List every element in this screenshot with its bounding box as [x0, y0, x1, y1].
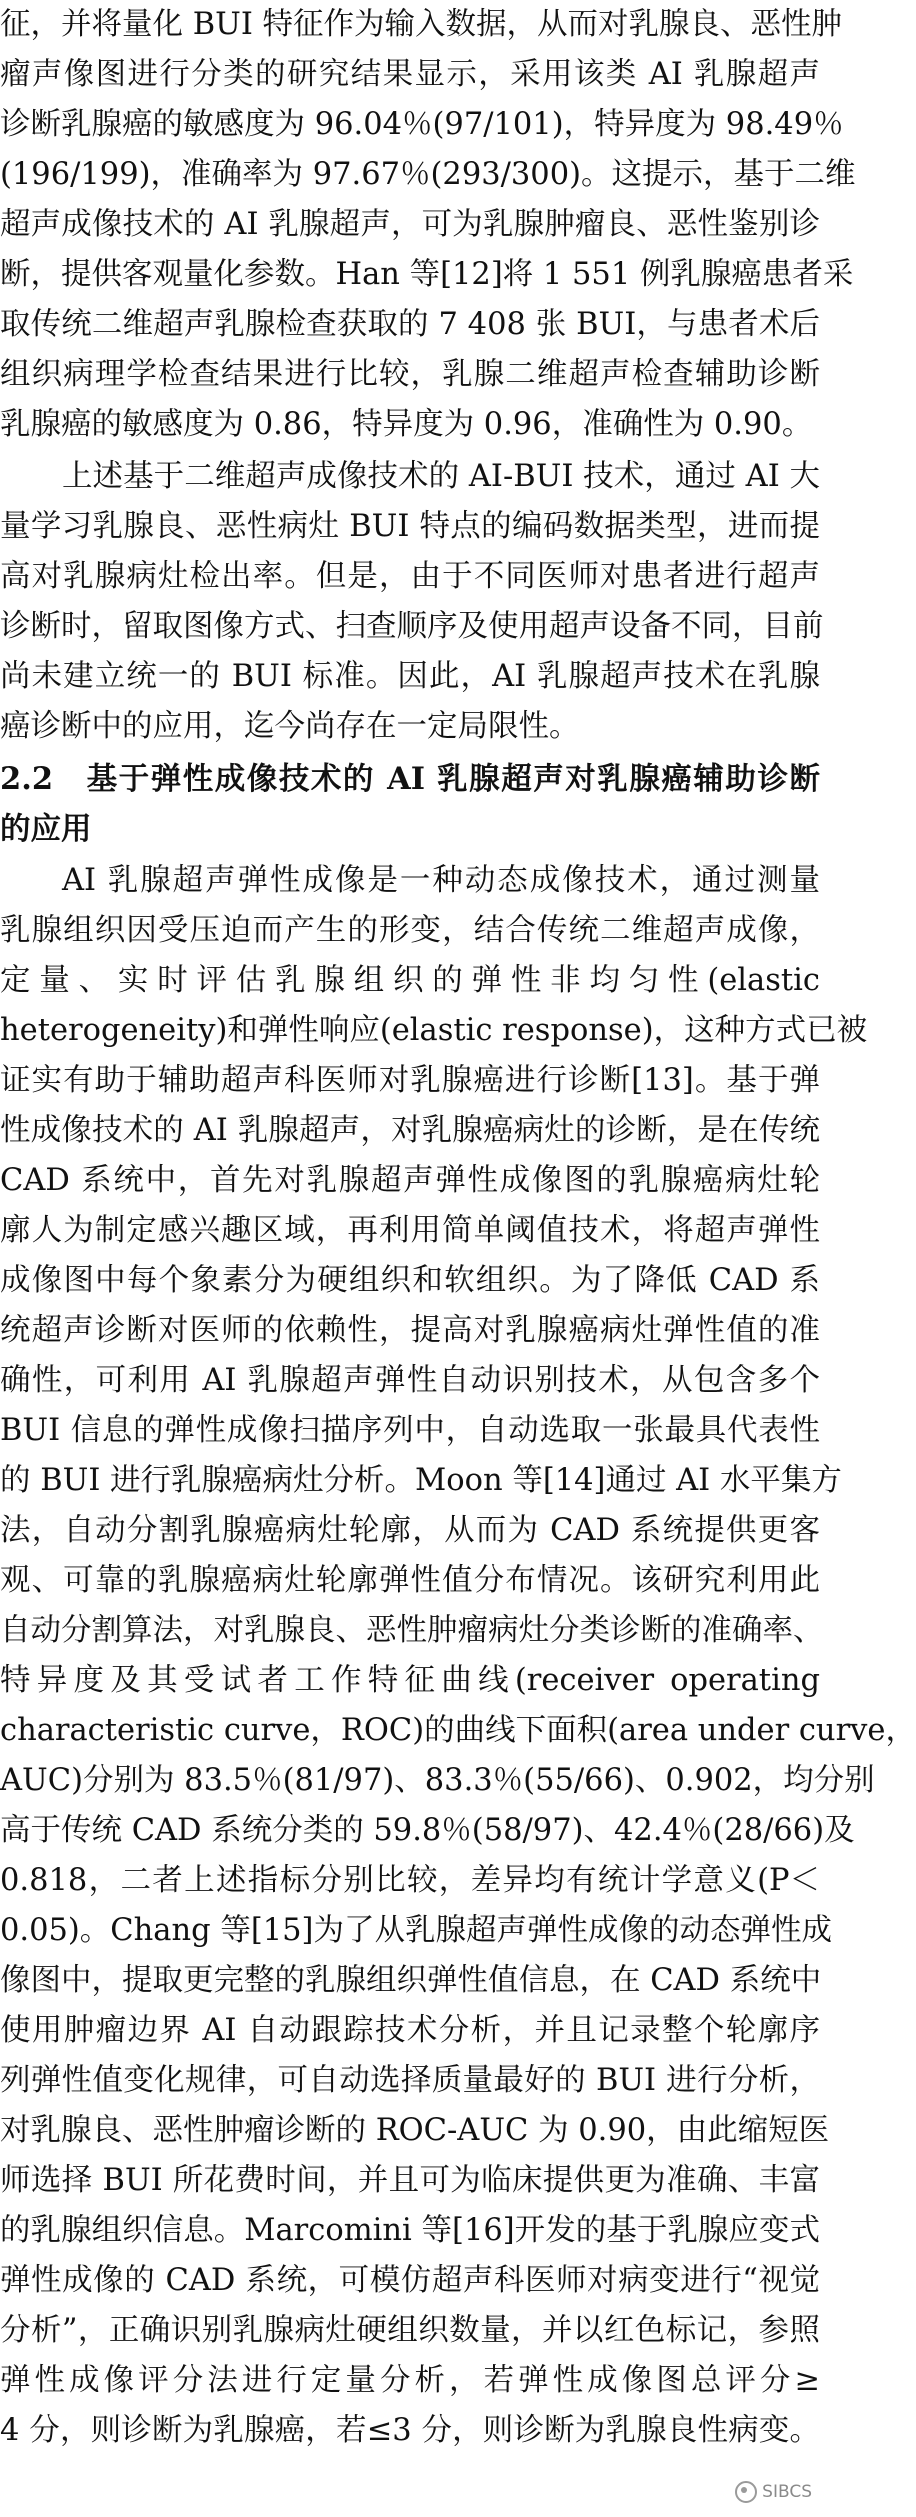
body-text-line: 列弹性值变化规律，可自动选择质量最好的 BUI 进行分析， — [0, 2063, 820, 2098]
body-text-line: 癌诊断中的应用，迄今尚存在一定局限性。 — [0, 709, 580, 744]
body-text-line: 高对乳腺病灶检出率。但是，由于不同医师对患者进行超声 — [0, 559, 820, 594]
body-text-line: 统超声诊断对医师的依赖性，提高对乳腺癌病灶弹性值的准 — [0, 1313, 820, 1348]
body-text-line: 超声成像技术的 AI 乳腺超声，可为乳腺肿瘤良、恶性鉴别诊 — [0, 207, 820, 242]
section-heading-continued: 的应用 — [0, 811, 92, 847]
body-text-line: 弹性成像评分法进行定量分析，若弹性成像图总评分≥ — [0, 2363, 820, 2398]
body-text-line: 组织病理学检查结果进行比较，乳腺二维超声检查辅助诊断 — [0, 357, 820, 392]
watermark — [735, 2477, 812, 2507]
body-text-line: 征，并将量化 BUI 特征作为输入数据，从而对乳腺良、恶性肿 — [0, 7, 843, 42]
body-text-line: 尚未建立统一的 BUI 标准。因此，AI 乳腺超声技术在乳腺 — [0, 659, 820, 694]
body-text-line: 乳腺癌的敏感度为 0.86，特异度为 0.96，准确性为 0.90。 — [0, 407, 813, 442]
body-text-line: 0.818，二者上述指标分别比较，差异均有统计学意义(P＜ — [0, 1863, 820, 1898]
body-text-line: 乳腺组织因受压迫而产生的形变，结合传统二维超声成像， — [0, 913, 820, 948]
body-text-line: 确性，可利用 AI 乳腺超声弹性自动识别技术，从包含多个 — [0, 1363, 820, 1398]
body-text-line: 的乳腺组织信息。Marcomini 等[16]开发的基于乳腺应变式 — [0, 2213, 820, 2248]
body-text-line: (196/199)，准确率为 97.67％(293/300)。这提示，基于二维 — [0, 157, 856, 192]
body-text-line: 高于传统 CAD 系统分类的 59.8％(58/97)、42.4％(28/66)及 — [0, 1813, 855, 1848]
body-text-line: 师选择 BUI 所花费时间，并且可为临床提供更为准确、丰富 — [0, 2163, 820, 2198]
paragraph-first-line: AI 乳腺超声弹性成像是一种动态成像技术，通过测量 — [62, 863, 820, 898]
body-text-line: 诊断时，留取图像方式、扫查顺序及使用超声设备不同，目前 — [0, 609, 824, 644]
body-text-line: 特异度及其受试者工作特征曲线(receiver operating — [0, 1663, 820, 1698]
body-text-line: 证实有助于辅助超声科医师对乳腺癌进行诊断[13]。基于弹 — [0, 1063, 820, 1098]
body-text-line: characteristic curve，ROC)的曲线下面积(area under curve， — [0, 1713, 916, 1748]
body-text-line: CAD 系统中，首先对乳腺超声弹性成像图的乳腺癌病灶轮 — [0, 1163, 820, 1198]
body-text-line: 成像图中每个象素分为硬组织和软组织。为了降低 CAD 系 — [0, 1263, 820, 1298]
body-text-line: 0.05)。Chang 等[15]为了从乳腺超声弹性成像的动态弹性成 — [0, 1913, 832, 1948]
wechat-icon — [735, 2481, 757, 2503]
body-text-line: 4 分，则诊断为乳腺癌，若≤3 分，则诊断为乳腺良性病变。 — [0, 2413, 820, 2448]
body-text-line: BUI 信息的弹性成像扫描序列中，自动选取一张最具代表性 — [0, 1413, 820, 1448]
body-text-line: 断，提供客观量化参数。Han 等[12]将 1 551 例乳腺癌患者采 — [0, 257, 854, 292]
body-text-line: heterogeneity)和弹性响应(elastic response)，这种方式已被 — [0, 1013, 868, 1048]
body-text-line: 瘤声像图进行分类的研究结果显示，采用该类 AI 乳腺超声 — [0, 57, 820, 92]
body-text-line: 使用肿瘤边界 AI 自动跟踪技术分析，并且记录整个轮廓序 — [0, 2013, 820, 2048]
body-text-line: 廓人为制定感兴趣区域，再利用简单阈值技术，将超声弹性 — [0, 1213, 820, 1248]
body-text-line: 法，自动分割乳腺癌病灶轮廓，从而为 CAD 系统提供更客 — [0, 1513, 820, 1548]
body-text-line: 取传统二维超声乳腺检查获取的 7 408 张 BUI，与患者术后 — [0, 307, 820, 342]
body-text-line: 观、可靠的乳腺癌病灶轮廓弹性值分布情况。该研究利用此 — [0, 1563, 820, 1598]
paragraph-first-line: 上述基于二维超声成像技术的 AI-BUI 技术，通过 AI 大 — [62, 459, 820, 494]
body-text-line: AUC)分别为 83.5％(81/97)、83.3％(55/66)、0.902，均分别 — [0, 1763, 875, 1798]
body-text-line: 定量、实时评估乳腺组织的弹性非均匀性(elastic — [0, 963, 820, 998]
section-heading: 2.2 基于弹性成像技术的 AI 乳腺超声对乳腺癌辅助诊断 — [0, 761, 820, 797]
body-text-line: 诊断乳腺癌的敏感度为 96.04％(97/101)，特异度为 98.49％ — [0, 107, 844, 142]
body-text-line: 的 BUI 进行乳腺癌病灶分析。Moon 等[14]通过 AI 水平集方 — [0, 1463, 842, 1498]
body-text-line: 对乳腺良、恶性肿瘤诊断的 ROC-AUC 为 0.90，由此缩短医 — [0, 2113, 830, 2148]
body-text-line: 性成像技术的 AI 乳腺超声，对乳腺癌病灶的诊断，是在传统 — [0, 1113, 820, 1148]
body-text-line: 分析”，正确识别乳腺病灶硬组织数量，并以红色标记，参照 — [0, 2313, 820, 2348]
body-text-line: 像图中，提取更完整的乳腺组织弹性值信息，在 CAD 系统中 — [0, 1963, 822, 1998]
body-text-line: 量学习乳腺良、恶性病灶 BUI 特点的编码数据类型，进而提 — [0, 509, 820, 544]
body-text-line: 弹性成像的 CAD 系统，可模仿超声科医师对病变进行“视觉 — [0, 2263, 820, 2298]
body-text-line: 自动分割算法，对乳腺良、恶性肿瘤病灶分类诊断的准确率、 — [0, 1613, 824, 1648]
watermark-text: SIBCS — [762, 2482, 812, 2502]
